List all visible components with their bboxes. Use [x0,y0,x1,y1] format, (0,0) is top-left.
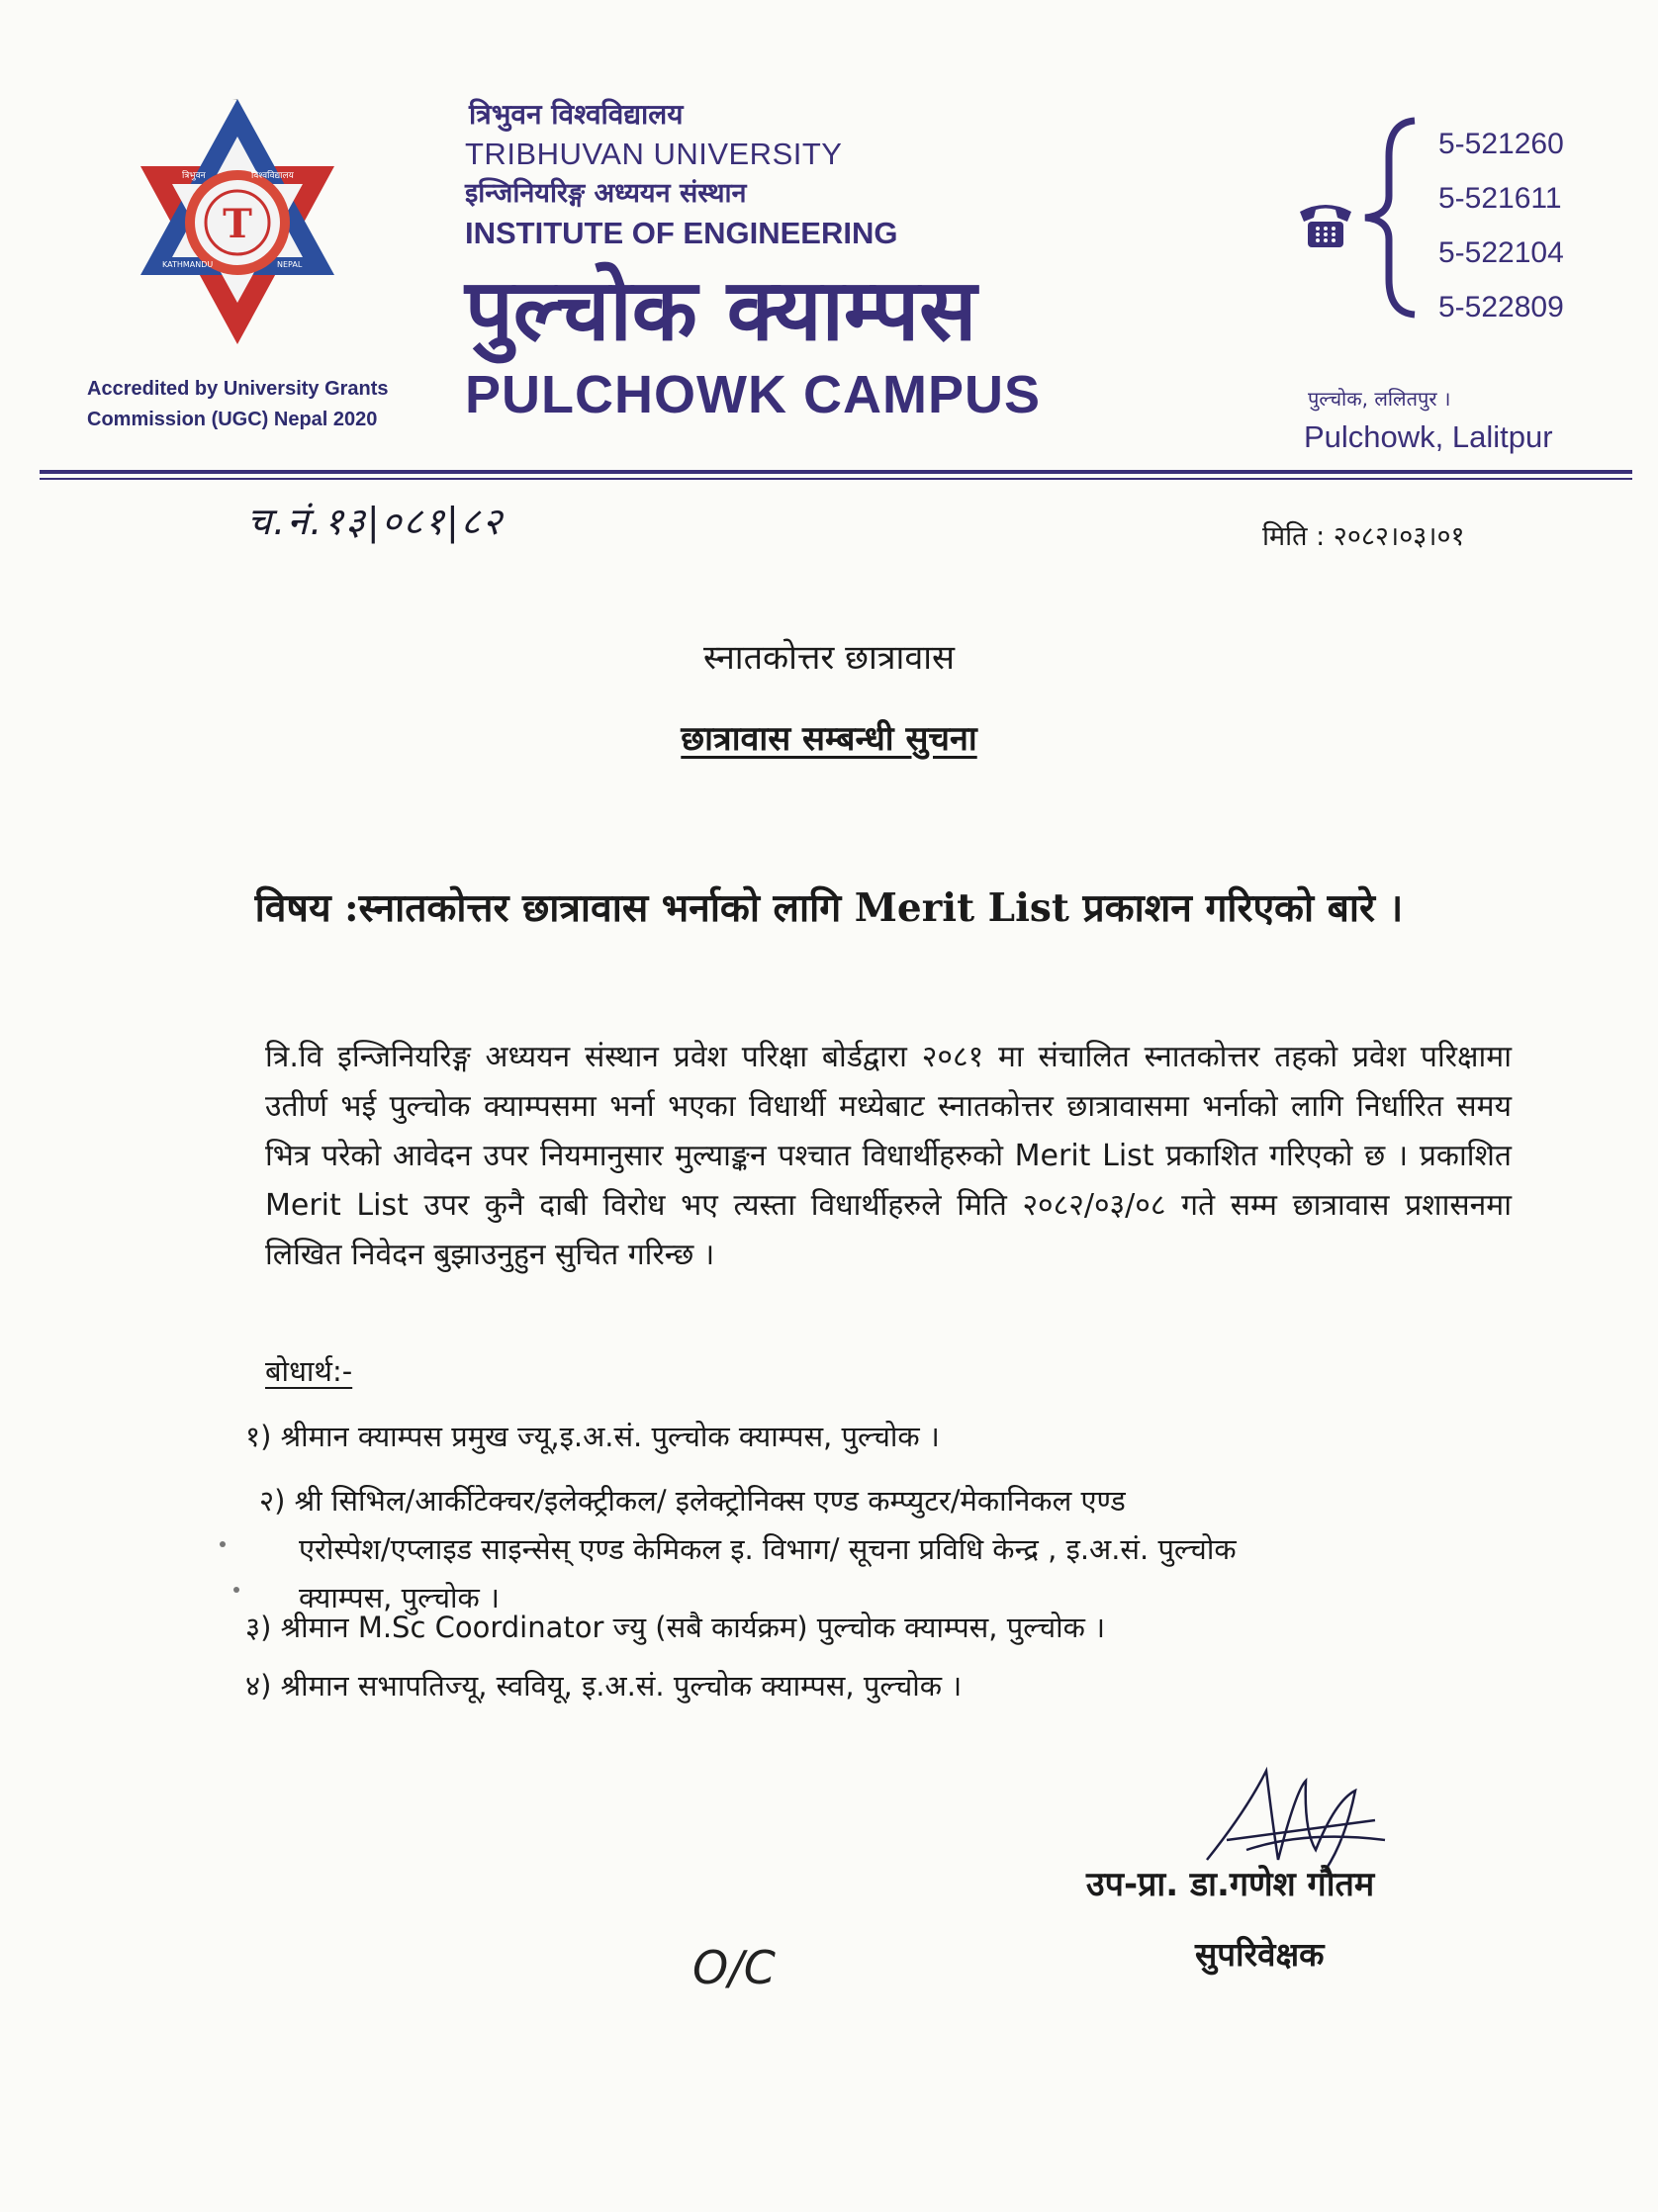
university-name-en: TRIBHUVAN UNIVERSITY [465,137,843,171]
cc-item-line: क्याम्पस, पुल्चोक । [299,1581,500,1614]
header-divider-thin [40,478,1632,480]
signatory-title: सुपरिवेक्षक [1195,1935,1325,1974]
logo-left-label: KATHMANDU [162,260,214,269]
phone-number: 5-521611 [1438,182,1562,215]
cc-item-line: २) श्री सिभिल/आर्कीटेक्चर/इलेक्ट्रीकल/ इलेक्ट्रोनिक्स एण्ड कम्प्युटर/मेकानिकल एण्ड [259,1484,1126,1518]
cc-label-text: बोधार्थ:- [265,1354,353,1388]
campus-name-np: पुल्चोक क्याम्पस [465,261,977,360]
accreditation-text [87,374,443,435]
phone-number: 5-522104 [1438,236,1564,269]
accreditation-line-1: Accredited by University Grants [87,378,389,400]
speck [220,1541,226,1547]
notice-heading [0,714,1658,760]
header-divider [40,470,1632,474]
notice-body-paragraph: त्रि.वि इन्जिनियरिङ्ग अध्ययन संस्थान प्रवेश परिक्षा बोर्डद्वारा २०८१ मा संचालित स्नातकोत्तर तहको प्रवेश परिक्षामा उतीर्ण भई पुल्चोक क्याम्पसमा भर्ना भएका विधार्थी मध्येबाट स्नातकोत्तर छात्रावासमा भर्नाको लागि निर्धारित समय भित्र परेको आवेदन उपर नियमानुसार मुल्याङ्कन पश्चात विधार्थीहरुको Merit List प्रकाशित गरिएको छ । प्रकाशित Merit List उपर कुनै दाबी विरोध भए त्यस्ता विधार्थीहरुले मिति २०८२/०३/०८ गते सम्म छात्रावास प्रशासनमा लिखित निवेदन बुझाउनुहुन सुचित गरिन्छ । [265,1040,1512,1272]
cc-item: ४) श्रीमान सभापतिज्यू, स्ववियू, इ.अ.सं. पुल्चोक क्याम्पस, पुल्चोक । [245,1669,963,1703]
reference-number: च.नं.१३|०८१|८२ [247,500,505,543]
svg-text:T: T [223,201,252,247]
signatory-name: उप-प्रा. डा.गणेश गौतम [1086,1865,1375,1904]
cc-item: १) श्रीमान क्याम्पस प्रमुख ज्यू,इ.अ.सं. पुल्चोक क्याम्पस, पुल्चोक । [245,1420,940,1453]
cc-item-line: एरोस्पेश/एप्लाइड साइन्सेस् एण्ड केमिकल इ. विभाग/ सूचना प्रविधि केन्द्र , इ.अ.सं. पुल्चोक [299,1532,1237,1566]
institute-name-en: INSTITUTE OF ENGINEERING [465,216,898,250]
cc-item [259,1477,1506,1622]
tribhuvan-university-logo [129,99,346,351]
cc-item: ३) श्रीमान M.Sc Coordinator ज्यु (सबै कार्यक्रम) पुल्चोक क्याम्पस, पुल्चोक । [245,1611,1106,1644]
accreditation-line-2: Commission (UGC) Nepal 2020 [87,409,378,430]
phone-numbers [1438,117,1564,334]
address [1304,384,1553,461]
campus-name-en: PULCHOWK CAMPUS [465,365,1041,424]
logo-right-label: NEPAL [277,260,303,269]
speck [233,1587,239,1593]
date-line [1262,516,1465,553]
phone-number: 5-521260 [1438,128,1564,160]
address-np: पुल्चोक, ललितपुर । [1308,387,1451,411]
logo-top-left-text: त्रिभुवन [182,171,206,181]
organization-title [465,95,1041,429]
institute-name-np: इन्जिनियरिङ्ग अध्ययन संस्थान [465,178,747,209]
date-label: मिति : [1262,521,1326,552]
address-en: Pulchowk, Lalitpur [1304,419,1553,454]
notice-heading-text: छात्रावास सम्बन्धी सुचना [681,719,977,759]
university-name-np: त्रिभुवन विश्वविद्यालय [469,98,684,131]
logo-top-right-text: विश्वविद्यालय [251,171,294,181]
date-value: २०८२।०३।०१ [1333,521,1465,552]
hostel-heading: स्नातकोत्तर छात्रावास [702,638,956,678]
subject-line: विषय :स्नातकोत्तर छात्रावास भर्नाको लागि Merit List प्रकाशन गरिएको बारे । [254,885,1404,931]
phone-brace-icon [1359,117,1419,320]
phone-number: 5-522809 [1438,291,1564,323]
cc-label [265,1351,352,1390]
handwritten-note: O/C [692,1941,776,1994]
telephone-icon [1296,198,1355,251]
